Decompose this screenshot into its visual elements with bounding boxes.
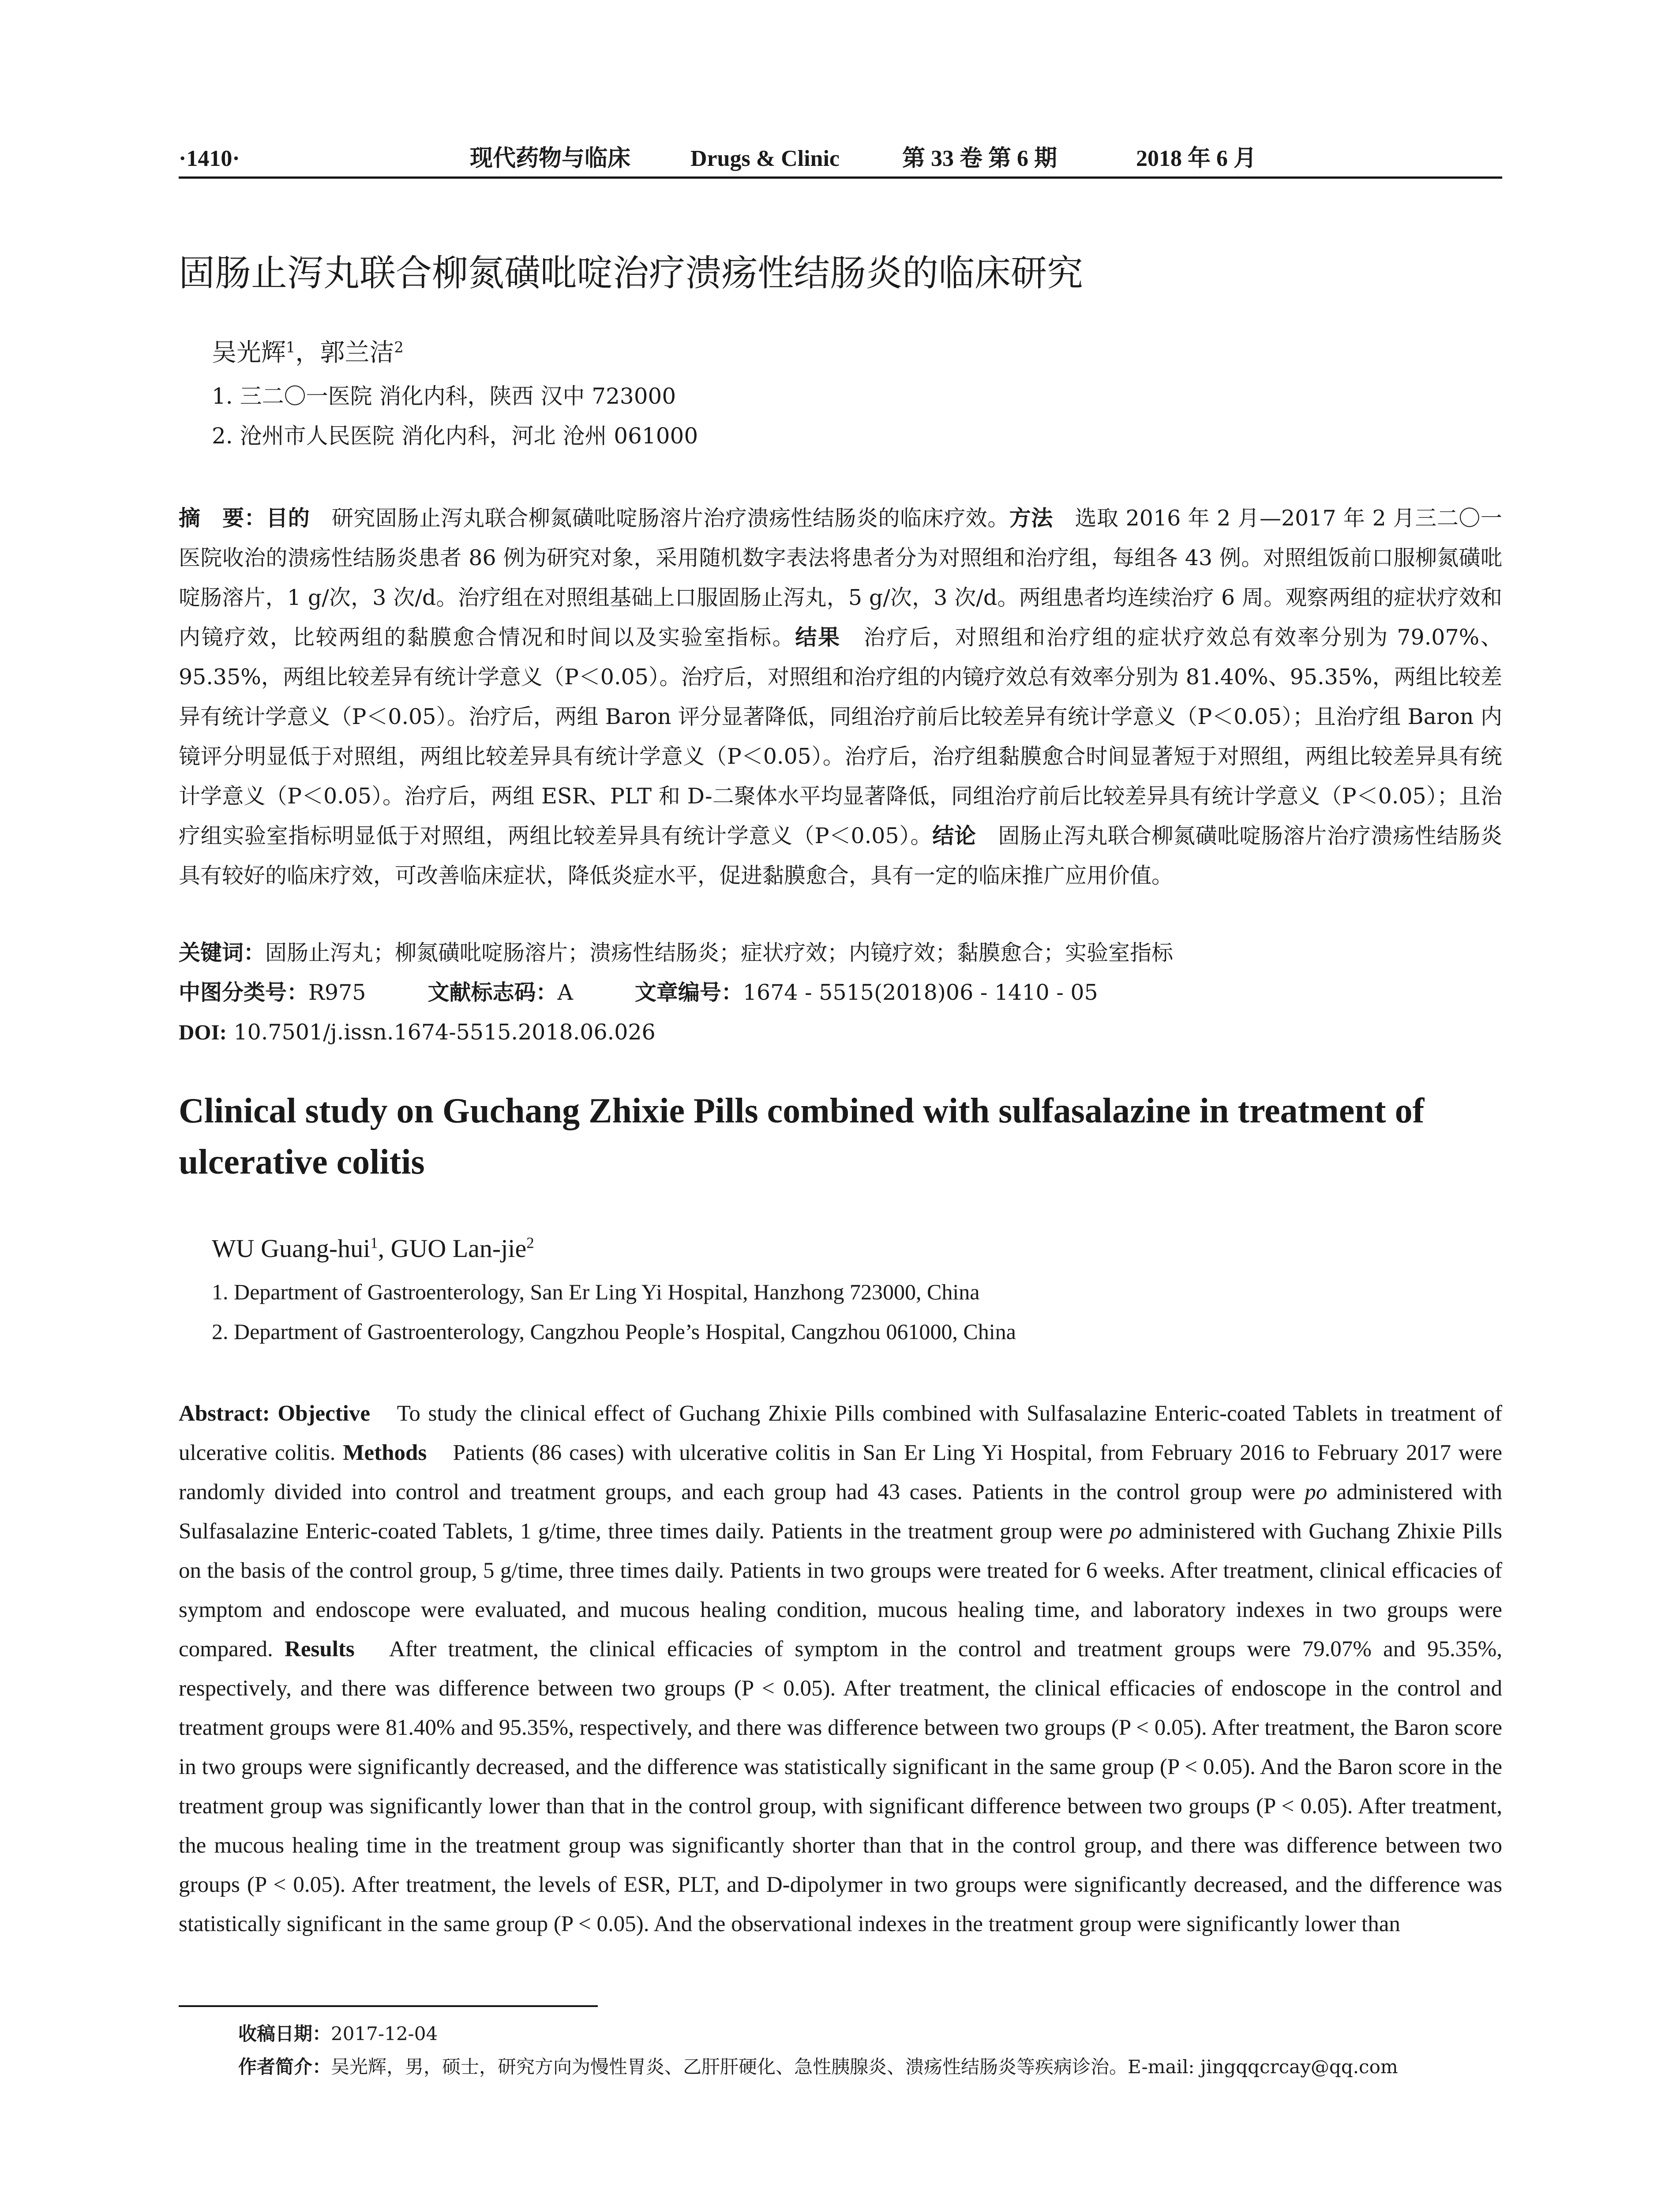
authors-en — [212, 1231, 534, 1266]
objective-text-en: To study the clinical effect of Guchang Zhixie Pills combined with Sulfasalazine Enteric-coated Tablets in treatment of ulcerative colitis. — [179, 1401, 1503, 1465]
abstract-en — [179, 1394, 1502, 1944]
author-1-affil-en: 1 — [370, 1234, 378, 1252]
doi-line — [179, 1015, 1502, 1050]
received-label: 收稿日期： — [238, 2023, 331, 2045]
footnote-author-bio — [238, 2052, 1398, 2082]
author-1-cn: 吴光辉 — [212, 338, 286, 367]
abstract-cn — [179, 499, 1502, 896]
affiliation-2-cn: 2. 沧州市人民医院 消化内科，河北 沧州 061000 — [212, 423, 698, 449]
author-2-affil-cn: 2 — [394, 338, 404, 356]
abstract-label-en: Abstract: — [179, 1401, 270, 1426]
clc-value: R975 — [308, 980, 366, 1005]
running-header — [179, 141, 1502, 179]
keywords-text: 固肠止泻丸；柳氮磺吡啶肠溶片；溃疡性结肠炎；症状疗效；内镜疗效；黏膜愈合；实验室指标 — [265, 940, 1174, 965]
article-number-value: 1674 - 5515(2018)06 - 1410 - 05 — [742, 980, 1098, 1005]
objective-label-en: Objective — [270, 1401, 370, 1426]
objective-text-cn: 研究固肠止泻丸联合柳氮磺吡啶肠溶片治疗溃疡性结肠炎的临床疗效。 — [310, 506, 1009, 531]
results-label-en: Results — [273, 1637, 355, 1662]
received-date: 2017-12-04 — [331, 2023, 438, 2045]
doi-value: 10.7501/j.issn.1674-5515.2018.06.026 — [226, 1020, 656, 1045]
author-1-affil-cn: 1 — [286, 338, 296, 356]
po-term-1: po — [1305, 1480, 1328, 1504]
methods-text-en-2: administered with Sulfasalazine Enteric-coated Tablets, 1 g/time, three times daily. Patients in the treatment group were — [179, 1480, 1503, 1544]
authors-cn — [212, 335, 404, 371]
author-separator-cn: ， — [295, 338, 320, 367]
results-label-cn: 结果 — [795, 625, 841, 650]
author-2-affil-en: 2 — [526, 1234, 534, 1252]
page-number: ·1410· — [179, 146, 240, 171]
abstract-label-cn: 摘 要： — [179, 506, 266, 531]
conclusion-label-cn: 结论 — [932, 823, 976, 848]
methods-label-cn: 方法 — [1009, 506, 1053, 531]
volume-issue: 第 33 卷 第 6 期 — [902, 146, 1058, 171]
clc-label: 中图分类号： — [179, 980, 309, 1005]
author-2-cn: 郭兰洁 — [320, 338, 394, 367]
objective-label-cn: 目的 — [266, 506, 310, 531]
title-cn: 固肠止泻丸联合柳氮磺吡啶治疗溃疡性结肠炎的临床研究 — [179, 252, 1084, 294]
affiliation-2-en: 2. Department of Gastroenterology, Cangzhou People’s Hospital, Cangzhou 061000, China — [212, 1319, 1016, 1344]
results-text-en: After treatment, the clinical efficacies of symptom in the control and treatment groups were 79.07% and 95.35%, respectively, and there was difference between two groups (P < 0.05). After treatment, the clinical efficacies of endoscope in the control and treatment groups were 81.40% and 95.35%, respectively, and there was difference between two groups (P < 0.05). After treatment, the Baron score in two groups were significantly decreased, and the difference was statistically significant in the same group (P < 0.05). And the Baron score in the treatment group was significantly lower than that in the control group, with significant difference between two groups (P < 0.05). After treatment, the mucous healing time in the treatment group was significantly shorter than that in the control group, and there was difference between two groups (P < 0.05). After treatment, the levels of ESR, PLT, and D-dipolymer in two groups were significantly decreased, and the difference was statistically significant in the same group (P < 0.05). And the observational indexes in the treatment group were significantly lower than — [179, 1637, 1502, 1936]
author-1-en: WU Guang-hui — [212, 1234, 371, 1263]
methods-text-en-3: administered with Guchang Zhixie Pills on the basis of the control group, 5 g/time, three times daily. Patients in two groups were treated for 6 weeks. After treatment, clinical efficacies of symptom and endoscope were evaluated, and mucous healing condition, mucous healing time, and laboratory indexes in two groups were compared. — [179, 1519, 1502, 1662]
footnote-divider — [179, 2005, 598, 2007]
publication-date: 2018 年 6 月 — [1136, 146, 1257, 171]
author-2-en: GUO Lan-jie — [390, 1234, 527, 1263]
keywords-cn — [179, 935, 1502, 971]
results-text-cn: 治疗后，对照组和治疗组的症状疗效总有效率分别为 79.07%、95.35%，两组比较差异有统计学意义（P＜0.05）。治疗后，对照组和治疗组的内镜疗效总有效率分别为 81.40%、95.35%，两组比较差异有统计学意义（P＜0.05）。治疗后，两组 Baron 评分显著降低，同组治疗前后比较差异有统计学意义（P＜0.05）；且治疗组 Baron 内镜评分明显低于对照组，两组比较差异具有统计学意义（P＜0.05）。治疗后，治疗组黏膜愈合时间显著短于对照组，两组比较差异具有统计学意义（P＜0.05）。治疗后，两组 ESR、PLT 和 D-二聚体水平均显著降低，同组治疗前后比较差异具有统计学意义（P＜0.05）；且治疗组实验室指标明显低于对照组，两组比较差异具有统计学意义（P＜0.05）。 — [179, 625, 1502, 848]
methods-text-en-1: Patients (86 cases) with ulcerative colitis in San Er Ling Yi Hospital, from February 2016 to February 2017 were randomly divided into control and treatment groups, and each group had 43 cases. Patients in the control group were — [179, 1441, 1502, 1504]
journal-name-en: Drugs & Clinic — [690, 146, 840, 171]
affiliation-1-cn: 1. 三二〇一医院 消化内科，陕西 汉中 723000 — [212, 383, 676, 409]
journal-name-cn: 现代药物与临床 — [470, 146, 631, 171]
classification-line — [179, 975, 1502, 1010]
doi-label: DOI: — [179, 1020, 227, 1044]
footnote-received — [238, 2018, 438, 2049]
keywords-label: 关键词： — [179, 940, 266, 965]
doc-code-label: 文献标志码： — [428, 980, 558, 1005]
title-en: Clinical study on Guchang Zhixie Pills combined with sulfasalazine in treatment of ulcerative colitis — [179, 1092, 1425, 1182]
affiliation-1-en: 1. Department of Gastroenterology, San Er Ling Yi Hospital, Hanzhong 723000, China — [212, 1279, 980, 1304]
conclusion-text-cn: 固肠止泻丸联合柳氮磺吡啶肠溶片治疗溃疡性结肠炎具有较好的临床疗效，可改善临床症状，降低炎症水平，促进黏膜愈合，具有一定的临床推广应用价值。 — [179, 823, 1502, 888]
doc-code-value: A — [557, 980, 573, 1005]
article-number-label: 文章编号： — [634, 980, 743, 1005]
author-bio-text: 吴光辉，男，硕士，研究方向为慢性胃炎、乙肝肝硬化、急性胰腺炎、溃疡性结肠炎等疾病诊治。E-mail: jingqqcrcay@qq.com — [331, 2056, 1398, 2078]
author-bio-label: 作者简介： — [238, 2056, 331, 2078]
methods-label-en: Methods — [335, 1441, 427, 1465]
methods-text-cn: 选取 2016 年 2 月—2017 年 2 月三二〇一医院收治的溃疡性结肠炎患者 86 例为研究对象，采用随机数字表法将患者分为对照组和治疗组，每组各 43 例。对照组饭前口服柳氮磺吡啶肠溶片，1 g/次，3 次/d。治疗组在对照组基础上口服固肠止泻丸，5 g/次，3 次/d。两组患者均连续治疗 6 周。观察两组的症状疗效和内镜疗效，比较两组的黏膜愈合情况和时间以及实验室指标。 — [179, 506, 1502, 650]
author-separator-en: , — [378, 1234, 391, 1263]
po-term-2: po — [1109, 1519, 1132, 1544]
